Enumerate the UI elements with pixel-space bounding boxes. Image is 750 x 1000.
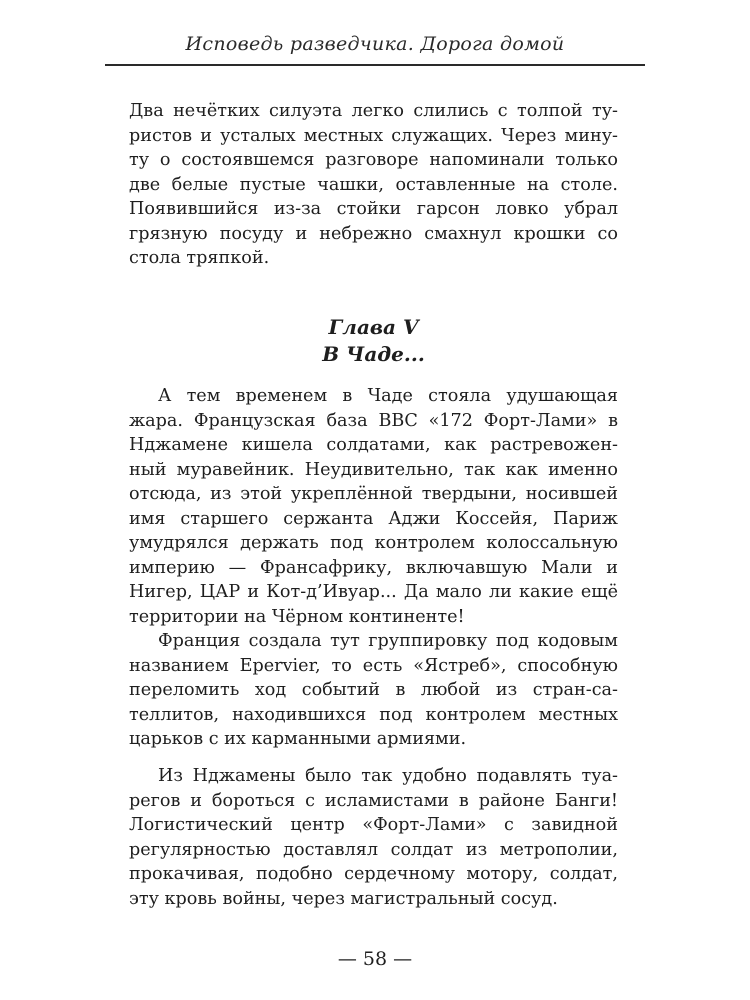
text-line: Два нечётких силуэта легко слились с толпой ту- [129,101,618,121]
chapter-heading [129,314,618,368]
text-line: А тем временем в Чаде стояла удушающая [158,386,618,406]
text-line: жара. Французская база ВВС «172 Форт-Лами» в [129,410,618,431]
text-line: Нигер, ЦАР и Кот-д’Ивуар... Да мало ли какие ещё [129,582,618,602]
paragraph-1 [129,99,618,271]
text-line: царьков с их карманными армиями. [129,729,467,749]
paragraph-3 [129,629,618,752]
text-line: две белые пустые чашки, оставленные на столе. [129,174,618,195]
text-line: Появившийся из-за стойки гарсон ловко убрал [129,199,618,219]
text-line: территории на Чёрном континенте! [129,606,465,627]
text-line: ристов и усталых местных служащих. Через мину- [129,125,618,146]
text-line: прокачивая, подобно сердечному мотору, солдат, [129,864,618,884]
running-header [105,30,645,66]
text-line: теллитов, находившихся под контролем местных [129,704,618,725]
text-line: названием Epervier, то есть «Ястреб», способную [129,655,618,676]
text-line: отсюда, из этой укреплённой твердыни, носившей [129,484,618,504]
text-line: умудрялся держать под контролем колоссальную [129,533,618,553]
text-line: Нджамене кишела солдатами, как растревожен- [129,435,618,455]
paragraph-2 [129,384,618,629]
text-line: переломить ход событий в любой из стран-са- [129,680,618,700]
text-line: империю — Франсафрику, включавшую Мали и [129,557,618,578]
text-line: ту о состоявшемся разговоре напоминали только [129,150,618,170]
text-line: Франция создала тут группировку под кодовым [158,631,618,651]
page-number: — 58 — [337,948,413,970]
text-line: имя старшего сержанта Аджи Коссейя, Париж [129,508,618,529]
text-line: регулярностью доставлял солдат из метрополии, [129,839,618,860]
text-line: Из Нджамены было так удобно подавлять туа- [158,766,618,786]
text-line: грязную посуду и небрежно смахнул крошки со [129,223,618,244]
text-line: стола тряпкой. [129,248,270,268]
text-line: эту кровь войны, через магистральный сосуд. [129,888,558,909]
text-line: ный муравейник. Неудивительно, так как именно [129,459,618,480]
chapter-number: Глава V [328,315,419,339]
running-head-title: Исповедь разведчика. Дорога домой [185,33,565,55]
paragraph-4 [129,764,618,911]
text-line: Логистический центр «Форт-Лами» с завидной [129,815,618,835]
text-line: регов и бороться с исламистами в районе Банги! [129,790,618,811]
chapter-title: В Чаде... [322,342,425,366]
